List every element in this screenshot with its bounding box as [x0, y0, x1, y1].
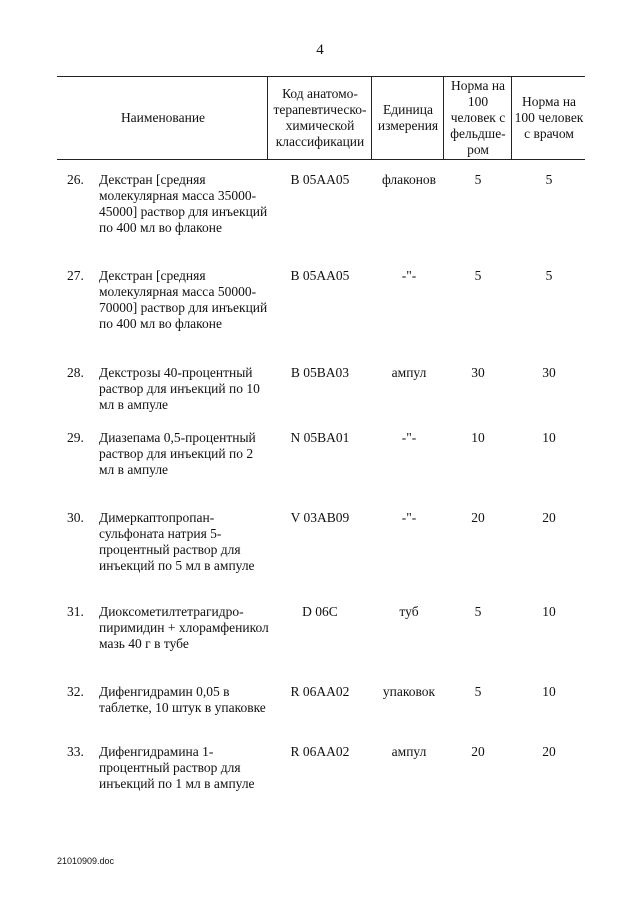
row-name: Дифенгидрамина 1-процентный раствор для инъекций по 1 мл в ампуле [99, 744, 255, 791]
row-norm-doctor: 5 [545, 268, 553, 283]
row-unit: -"- [401, 430, 417, 445]
row-norm-doctor: 20 [542, 744, 556, 759]
header-divider [267, 77, 268, 159]
row-norm-feldsher: 30 [471, 365, 485, 380]
row-name: Декстран [средняя молекулярная масса 35000-45000] раствор для инъекций по 400 мл во флаконе [99, 172, 268, 235]
header-code: Код анатомо-терапевтическо-химической классификации [273, 86, 367, 149]
row-code: N 05BA01 [290, 430, 350, 445]
row-unit: -"- [401, 268, 417, 283]
row-norm-feldsher: 5 [474, 684, 482, 699]
row-number: 29. [67, 430, 84, 445]
page-number: 4 [316, 42, 324, 58]
row-code: R 06AA02 [290, 744, 350, 759]
row-name: Димеркаптопропан-сульфоната натрия 5-процентный раствор для инъекций по 5 мл в ампуле [99, 510, 255, 573]
header-norm-doctor: Норма на 100 человек с врачом [514, 94, 584, 141]
row-norm-feldsher: 20 [471, 744, 485, 759]
row-code: V 03AB09 [290, 510, 350, 525]
row-code: D 06C [302, 604, 338, 619]
header-divider [443, 77, 444, 159]
row-unit: упаковок [382, 684, 436, 699]
row-number: 26. [67, 172, 84, 187]
row-number: 31. [67, 604, 84, 619]
row-unit: флаконов [381, 172, 437, 187]
row-number: 27. [67, 268, 84, 283]
row-number: 28. [67, 365, 84, 380]
row-norm-doctor: 20 [542, 510, 556, 525]
medication-table [57, 76, 585, 791]
row-norm-feldsher: 5 [474, 604, 482, 619]
row-norm-feldsher: 5 [474, 268, 482, 283]
row-name: Декстрозы 40-процентный раствор для инъекций по 10 мл в ампуле [99, 365, 260, 412]
row-name: Диоксометилтетрагидро-пиримидин + хлорамфеникол мазь 40 г в тубе [99, 604, 269, 651]
row-norm-doctor: 5 [545, 172, 553, 187]
footer-filename: 21010909.doc [57, 856, 115, 866]
header-norm-feldsher: Норма на 100 человек с фельдше-ром [450, 78, 506, 157]
row-norm-feldsher: 10 [471, 430, 485, 445]
row-unit: -"- [401, 510, 417, 525]
row-code: B 05BA03 [290, 365, 350, 380]
row-norm-feldsher: 5 [474, 172, 482, 187]
row-number: 30. [67, 510, 84, 525]
row-unit: ампул [391, 365, 427, 380]
header-divider [511, 77, 512, 159]
header-name: Наименование [120, 110, 206, 125]
row-code: R 06AA02 [290, 684, 350, 699]
header-unit: Единица измерения [377, 102, 439, 133]
row-unit: ампул [391, 744, 427, 759]
row-name: Декстран [средняя молекулярная масса 50000-70000] раствор для инъекций по 400 мл во флаконе [99, 268, 268, 331]
row-norm-feldsher: 20 [471, 510, 485, 525]
row-unit: туб [399, 604, 419, 619]
header-divider [371, 77, 372, 159]
row-norm-doctor: 10 [542, 604, 556, 619]
row-norm-doctor: 10 [542, 430, 556, 445]
row-number: 32. [67, 684, 84, 699]
row-norm-doctor: 30 [542, 365, 556, 380]
row-name: Дифенгидрамин 0,05 в таблетке, 10 штук в упаковке [99, 684, 266, 715]
row-norm-doctor: 10 [542, 684, 556, 699]
row-number: 33. [67, 744, 84, 759]
row-code: B 05AA05 [290, 268, 350, 283]
row-name: Диазепама 0,5-процентный раствор для инъекций по 2 мл в ампуле [99, 430, 256, 477]
row-code: B 05AA05 [290, 172, 350, 187]
table-header [57, 76, 585, 160]
